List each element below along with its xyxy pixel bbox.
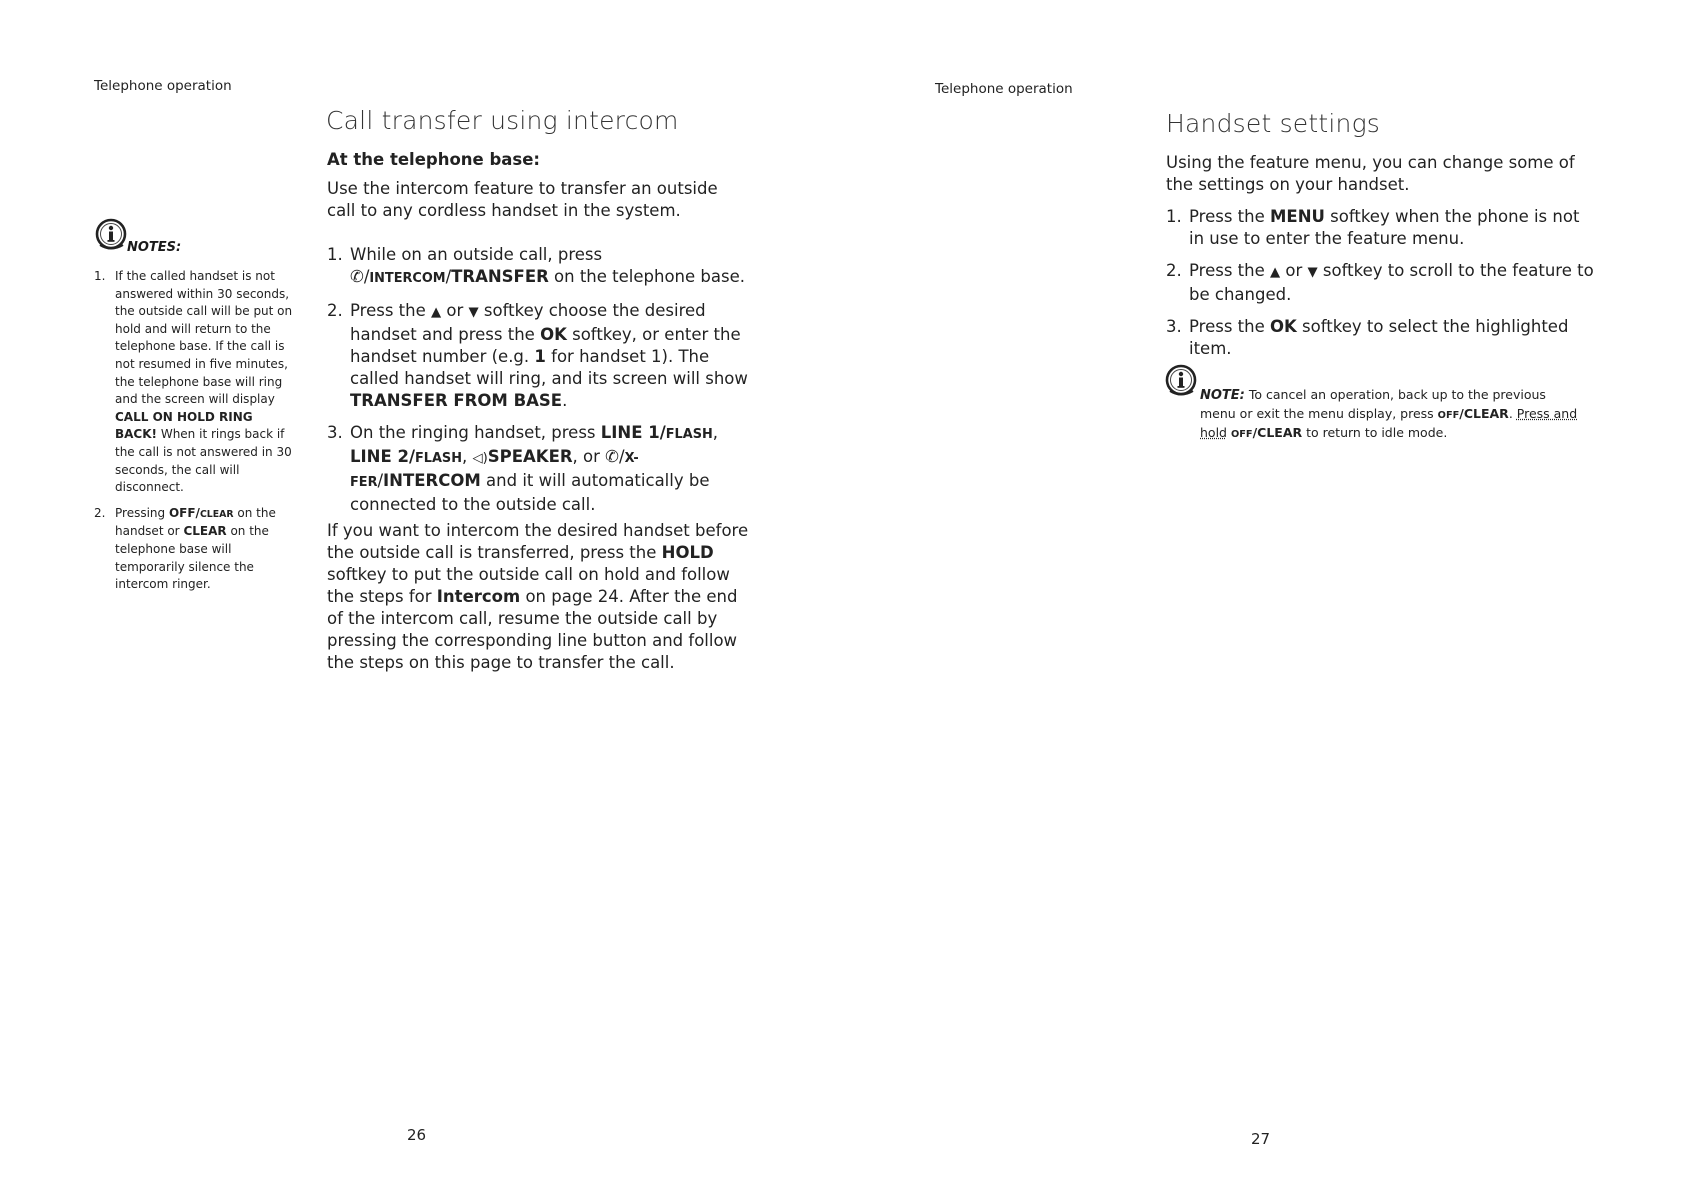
right-steps-list	[1166, 206, 1596, 370]
para-text: If you want to intercom the desired handset before the outside call is transferred, press the	[327, 521, 749, 562]
note-item-2	[92, 505, 297, 594]
key-label: OK	[540, 325, 567, 344]
step-text: or	[1280, 261, 1308, 280]
step-number: 2.	[1166, 261, 1182, 280]
note-label: NOTE:	[1200, 388, 1245, 403]
screen-message: TRANSFER FROM BASE	[350, 391, 563, 410]
note-text: Pressing	[115, 505, 169, 520]
key-label: X-FER	[350, 451, 639, 490]
step-text: While on an outside call, press	[350, 245, 603, 264]
note-text: on the handset or	[115, 505, 276, 539]
note-text: If the called handset is not answered within 30 seconds, the outside call will be put on hold and will return to the telephone base. If the call is not resumed in five minutes, the telephone base will ring and the screen will display	[115, 269, 293, 407]
info-note-icon	[95, 218, 129, 252]
step-text: and it will automatically be connected to the outside call.	[350, 471, 710, 514]
note-number: 2.	[94, 505, 106, 520]
key-label: INTERCOM	[369, 271, 446, 286]
right-step-1	[1166, 206, 1596, 250]
step-text: On the ringing handset, press	[350, 423, 601, 442]
step-text: /	[363, 267, 370, 286]
info-note-icon	[1165, 364, 1199, 398]
key-label: SPEAKER	[487, 447, 573, 466]
step-text: Press the	[350, 301, 431, 320]
key-label: OFF/	[168, 505, 200, 520]
up-arrow-icon: ▲	[431, 305, 442, 320]
para-text: on page 24. After the end of the intercom call, resume the outside call by pressing the corresponding line button and follow the steps on this page to transfer the call.	[327, 587, 738, 672]
left-intro: Use the intercom feature to transfer an outside call to any cordless handset in the system.	[327, 179, 718, 220]
note-item-1	[92, 268, 297, 497]
step-number: 2.	[327, 301, 343, 320]
step-text: softkey, or enter the handset number (e.g.	[350, 325, 741, 366]
key-label: INTERCOM	[383, 471, 481, 490]
step-text: , or	[572, 447, 606, 466]
step-text: or	[441, 301, 469, 320]
key-label: OK	[1270, 317, 1297, 336]
step-text: /	[377, 471, 384, 490]
notes-label: NOTES:	[127, 240, 182, 255]
key-label: HOLD	[661, 543, 714, 562]
speaker-glyph-icon: ◁)	[472, 451, 488, 466]
note-text: on the telephone base will temporarily silence the intercom ringer.	[115, 524, 269, 592]
key-label: 1	[534, 347, 546, 366]
step-text: softkey to select the highlighted item.	[1189, 317, 1569, 358]
step-text: on the telephone base.	[548, 267, 745, 286]
key-label: LINE 1/	[600, 423, 666, 442]
step-text: softkey to scroll to the feature to be changed.	[1189, 261, 1594, 304]
up-arrow-icon: ▲	[1270, 265, 1281, 280]
step-text: softkey when the phone is not in use to enter the feature menu.	[1189, 207, 1580, 248]
step-number: 3.	[327, 423, 343, 442]
step-text: /	[619, 447, 625, 466]
step-number: 1.	[327, 245, 343, 264]
down-arrow-icon: ▼	[1307, 265, 1318, 280]
screen-message: CALL ON HOLD RING BACK!	[115, 409, 253, 442]
left-steps-list	[327, 244, 755, 526]
phone-glyph-icon: ✆	[350, 267, 364, 286]
note-text: .	[1508, 405, 1517, 421]
para-text: softkey to put the outside call on hold and follow the steps for	[327, 565, 730, 606]
key-label: MENU	[1270, 207, 1325, 226]
step-text: Press the	[1189, 261, 1270, 280]
key-label: TRANSFER	[451, 267, 549, 286]
left-page-title: Call transfer using intercom	[326, 106, 679, 135]
right-section-label: Telephone operation	[935, 81, 1073, 97]
right-step-2	[1166, 260, 1596, 306]
note-text: Press and hold	[1200, 405, 1578, 440]
step-text: for handset 1). The called handset will ring, and its screen will show	[350, 347, 748, 388]
note-number: 1.	[94, 269, 106, 283]
left-section-label: Telephone operation	[94, 78, 232, 94]
notes-list	[92, 268, 297, 602]
step-number: 3.	[1166, 317, 1182, 336]
step-text: ,	[461, 447, 473, 466]
key-label: OFF	[1230, 429, 1253, 440]
step-text: .	[562, 391, 568, 410]
key-label: LINE 2/	[350, 447, 415, 466]
right-intro: Using the feature menu, you can change some of the settings on your handset.	[1166, 153, 1575, 194]
note-text: To cancel an operation, back up to the previous menu or exit the menu display, press	[1200, 387, 1546, 421]
step-text: /	[445, 267, 452, 286]
phone-glyph-icon: ✆	[605, 447, 619, 466]
step-text: Press the	[1189, 207, 1270, 226]
cross-reference: Intercom	[436, 587, 521, 606]
right-note	[1200, 386, 1580, 444]
down-arrow-icon: ▼	[468, 305, 479, 320]
key-label: CLEAR	[183, 524, 227, 539]
left-subheading: At the telephone base:	[327, 150, 541, 169]
note-text: to return to idle mode.	[1302, 425, 1448, 440]
note-text: When it rings back if the call is not answered in 30 seconds, the call will disconnect.	[115, 427, 292, 495]
key-label: /CLEAR	[1252, 425, 1303, 440]
right-page-number: 27	[1251, 1130, 1271, 1148]
key-label: CLEAR	[199, 508, 234, 520]
left-page-number: 26	[407, 1126, 427, 1144]
step-text: softkey choose the desired handset and press the	[350, 301, 706, 344]
left-step-3	[327, 422, 755, 516]
key-label: /CLEAR	[1459, 405, 1509, 421]
key-label: FLASH	[415, 451, 462, 466]
right-step-3	[1166, 316, 1596, 360]
left-step-2	[327, 300, 755, 412]
left-paragraph	[327, 520, 755, 674]
step-text: ,	[712, 423, 718, 442]
step-number: 1.	[1166, 207, 1182, 226]
key-label: OFF	[1437, 409, 1460, 421]
step-text: Press the	[1189, 317, 1270, 336]
key-label: FLASH	[665, 427, 713, 442]
left-step-1	[327, 244, 755, 290]
right-page-title: Handset settings	[1166, 109, 1381, 138]
